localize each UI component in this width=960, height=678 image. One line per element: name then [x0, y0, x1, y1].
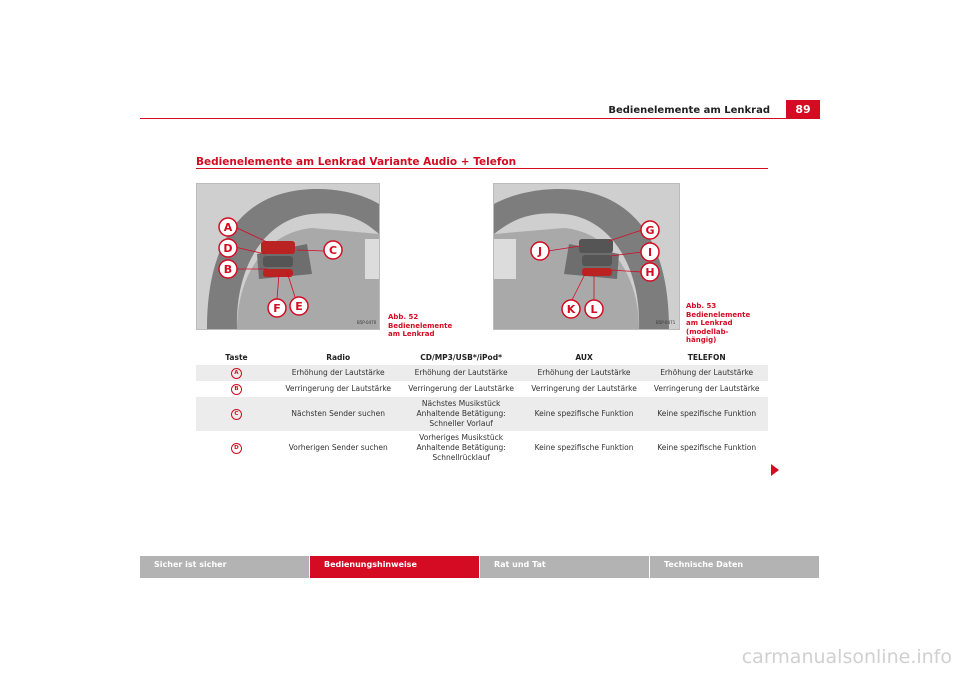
table-cell: Keine spezifische Funktion — [645, 397, 768, 431]
caption-line: am Lenkrad (modellab- — [686, 319, 733, 336]
table-cell: Erhöhung der Lautstärke — [645, 365, 768, 381]
figure-steering-wheel-left — [196, 183, 380, 330]
section-divider — [196, 168, 768, 169]
label-d: D — [223, 242, 233, 255]
table-cell: Nächstes Musikstück Anhaltende Betätigung: Schneller Vorlauf — [400, 397, 523, 431]
label-l: L — [590, 303, 598, 316]
table-cell: Keine spezifische Funktion — [657, 443, 757, 452]
next-page-arrow-icon — [771, 464, 779, 476]
section-title: Bedienelemente am Lenkrad Variante Audio + Telefon — [196, 156, 517, 168]
table-row — [196, 397, 768, 431]
figure-caption-52 — [388, 313, 478, 339]
table-row — [196, 365, 768, 381]
watermark: carmanualsonline.info — [741, 646, 952, 668]
table-cell: Erhöhung der Lautstärke — [277, 365, 400, 381]
table-cell: Vorheriges Musikstück Anhaltende Betätigung: Schnellrücklauf — [416, 433, 506, 462]
key-badge-icon: B — [231, 384, 242, 395]
column-header: CD/MP3/USB*/iPod* — [400, 349, 523, 365]
label-b: B — [223, 263, 233, 276]
page-header-title: Bedienelemente am Lenkrad — [608, 105, 770, 116]
table-cell: Verringerung der Lautstärke — [653, 384, 760, 393]
caption-line: am Lenkrad — [388, 330, 435, 338]
label-f: F — [273, 302, 281, 315]
label-k: K — [566, 303, 576, 316]
caption-line: Abb. 53 Bedienelemente — [686, 302, 751, 319]
caption-line: hängig) — [686, 336, 717, 344]
footer-tab-technik[interactable]: Technische Daten — [650, 556, 819, 578]
steering-wheel-left-illustration — [197, 184, 379, 329]
key-cell — [196, 381, 277, 397]
table-row — [196, 381, 768, 397]
column-header: Radio — [277, 349, 400, 365]
footer-tab-bedienung[interactable]: Bedienungshinweise — [310, 556, 479, 578]
page-number: 89 — [786, 100, 820, 119]
table-cell: Nächsten Sender suchen — [277, 397, 400, 431]
table-cell: Keine spezifische Funktion — [534, 443, 634, 452]
label-h: H — [645, 266, 655, 279]
label-j: J — [537, 245, 543, 258]
caption-line: Abb. 52 Bedienelemente — [388, 313, 453, 330]
table-cell: Verringerung der Lautstärke — [531, 384, 637, 393]
footer-tab-rat[interactable]: Rat und Tat — [480, 556, 649, 578]
column-header: Taste — [196, 349, 277, 365]
label-c: C — [328, 244, 338, 257]
steering-wheel-right-illustration — [494, 184, 679, 329]
key-badge-icon: D — [231, 443, 242, 454]
figure-code: B5P-0470 — [357, 320, 377, 325]
table-cell: Erhöhung der Lautstärke — [400, 365, 523, 381]
figure-caption-53 — [686, 302, 776, 345]
table-cell: Erhöhung der Lautstärke — [523, 365, 646, 381]
label-e: E — [295, 300, 303, 313]
key-cell — [196, 431, 277, 465]
footer-tab-sicher[interactable]: Sicher ist sicher — [140, 556, 309, 578]
table-cell: Verringerung der Lautstärke — [408, 384, 514, 393]
figure-steering-wheel-right — [493, 183, 680, 330]
label-a: A — [223, 221, 233, 234]
key-cell — [196, 397, 277, 431]
key-badge-icon: A — [231, 368, 242, 379]
header-divider — [140, 118, 820, 119]
footer-nav — [140, 556, 820, 578]
column-header: AUX — [523, 349, 646, 365]
table-cell: Vorherigen Sender suchen — [288, 443, 388, 452]
key-cell — [196, 365, 277, 381]
button-function-table — [196, 349, 768, 465]
column-header: TELEFON — [645, 349, 768, 365]
table-cell: Keine spezifische Funktion — [523, 397, 646, 431]
table-cell: Verringerung der Lautstärke — [285, 384, 392, 393]
table-header-row — [196, 349, 768, 365]
figure-code: B5P-0471 — [656, 320, 676, 325]
label-i: I — [647, 246, 653, 259]
key-badge-icon: C — [231, 409, 242, 420]
label-g: G — [645, 224, 655, 237]
table-row — [196, 431, 768, 465]
